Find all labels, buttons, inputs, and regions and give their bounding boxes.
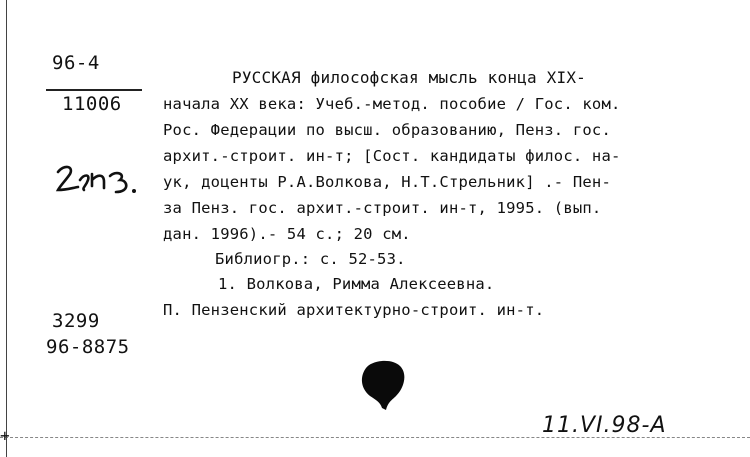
tracing-corporate-body: П. Пензенский архитектурно-строит. ин-т. [163, 301, 545, 319]
date-stamp-text: 11.VI.98-А [542, 413, 667, 438]
shelf-mark-divider [46, 89, 142, 91]
description-line: Рос. Федерации по высш. образованию, Пенз. гос. [163, 121, 611, 139]
tracing-personal-name: 1. Волкова, Римма Алексеевна. [218, 275, 495, 293]
shelf-mark-bottom: 11006 [62, 93, 122, 115]
handwritten-author-code [54, 160, 154, 200]
description-line: РУССКАЯ философская мысль конца XIX- [232, 68, 586, 87]
description-line: за Пенз. гос. архит.-строит. ин-т, 1995. (вып. [163, 199, 602, 217]
bibliography-note: Библиогр.: с. 52-53. [215, 250, 406, 268]
accession-number: 3299 [52, 310, 100, 332]
description-line: архит.-строит. ин-т; [Сост. кандидаты филос. на- [163, 147, 621, 165]
inventory-number: 96-8875 [46, 336, 130, 358]
card-left-edge [6, 0, 7, 457]
description-line: начала XX века: Учеб.-метод. пособие / Гос. ком. [163, 95, 621, 113]
description-line: дан. 1996).- 54 с.; 20 см. [163, 225, 411, 243]
ink-blot [358, 358, 408, 413]
handwritten-date-stamp [540, 408, 710, 438]
description-line: ук, доценты Р.А.Волкова, Н.Т.Стрельник] .- Пен- [163, 173, 611, 191]
corner-cross-mark: + [0, 426, 10, 445]
shelf-mark-top: 96-4 [52, 52, 100, 74]
